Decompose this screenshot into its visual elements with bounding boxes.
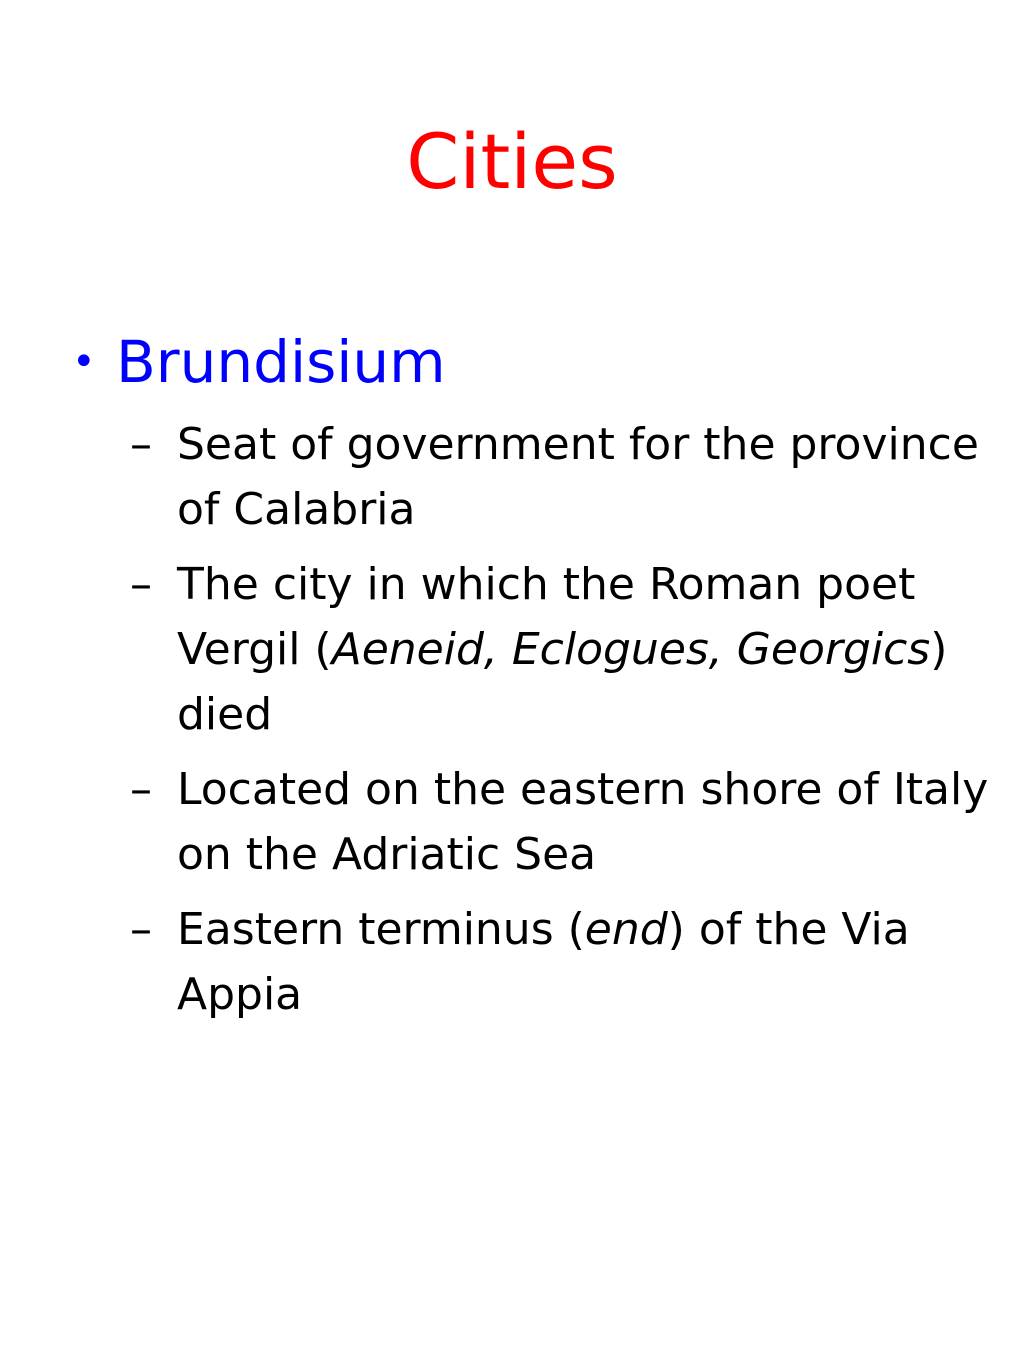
dash-marker: –	[130, 419, 152, 470]
text-run: Eastern terminus (	[177, 904, 585, 955]
sub-bullet-text	[177, 412, 990, 542]
text-run: The city in which the Roman poet Vergil (	[177, 559, 916, 675]
bullet-item-brundisium	[72, 322, 446, 402]
text-run: Located on the eastern shore of Italy on the Adriatic Sea	[177, 764, 989, 880]
dash-marker: –	[130, 904, 152, 955]
dash-marker: –	[130, 559, 152, 610]
text-run: ) died	[177, 624, 948, 740]
text-run: Seat of government for the province of Calabria	[177, 419, 979, 535]
text-run: ) of the Via Appia	[177, 904, 910, 1020]
sub-bullet-list	[130, 412, 990, 1037]
italic-text: end	[584, 904, 668, 955]
italic-text: Aeneid, Eclogues, Georgics	[331, 624, 931, 675]
sub-bullet-text	[177, 897, 990, 1027]
sub-bullet-item	[130, 552, 990, 747]
bullet-label: Brundisium	[116, 328, 446, 396]
sub-bullet-text	[177, 552, 990, 747]
sub-bullet-item	[130, 897, 990, 1027]
bullet-marker: •	[72, 339, 96, 385]
sub-bullet-item	[130, 412, 990, 542]
sub-bullet-item	[130, 757, 990, 887]
sub-bullet-text	[177, 757, 990, 887]
slide-title: Cities	[406, 117, 618, 206]
dash-marker: –	[130, 764, 152, 815]
